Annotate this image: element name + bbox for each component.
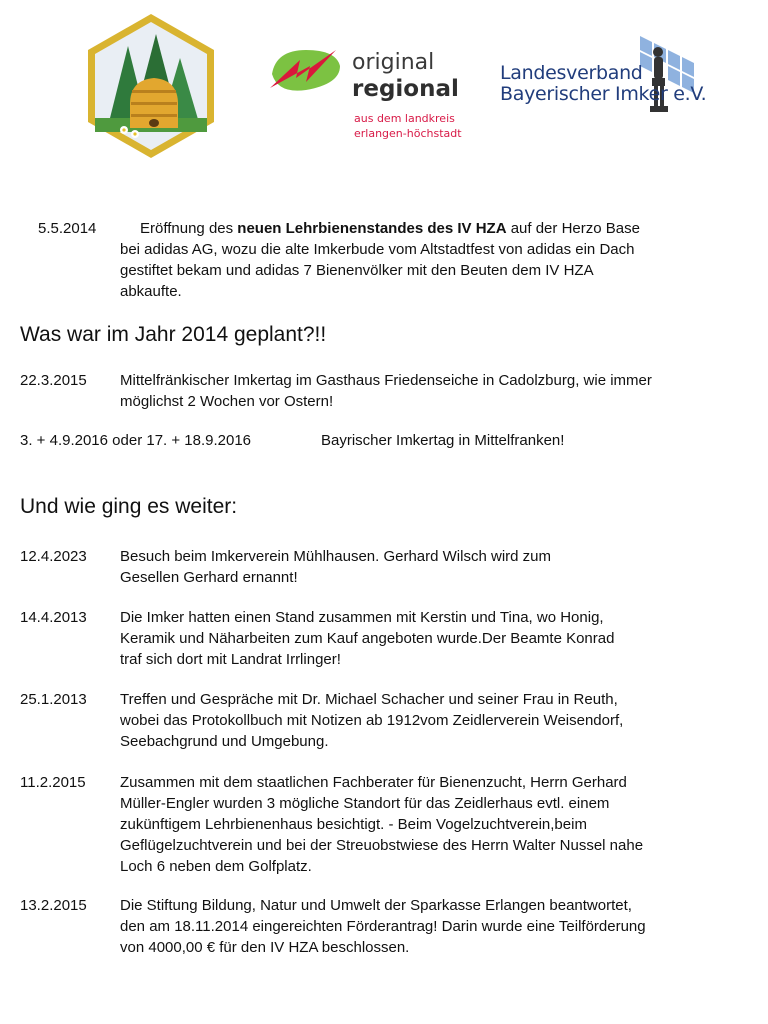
entry-date: 5.5.2014 [38,220,97,237]
entry-date: 14.4.2013 [20,609,87,626]
entry-text-line: von 4000,00 € für den IV HZA beschlossen. [120,939,410,956]
entry-text-line: Treffen und Gespräche mit Dr. Michael Schacher und seiner Frau in Reuth, [120,691,618,708]
entry-text-line: Seebachgrund und Umgebung. [120,733,329,750]
entry-text-line: Besuch beim Imkerverein Mühlhausen. Gerhard Wilsch wird zum [120,548,551,565]
entry-text-line: Die Stiftung Bildung, Natur und Umwelt der Sparkasse Erlangen beantwortet, [120,897,632,914]
entry-text-line: wobei das Protokollbuch mit Notizen ab 1912vom Zeidlerverein Weisendorf, [120,712,624,729]
entry-text-line: Geflügelzuchtverein und bei der Streuobstwiese des Herrn Walter Nussel nahe [120,837,644,854]
logo-subtitle-line1: aus dem landkreis [354,112,455,125]
logo-bayerischer-imker-text: Bayerischer Imker e.V. [500,83,707,105]
entry-text-line: bei adidas AG, wozu die alte Imkerbude vom Altstadtfest von adidas ein Dach [120,241,635,258]
entry-date: 11.2.2015 [20,774,86,791]
entry-text-line [140,218,640,239]
entry-text-line: Zusammen mit dem staatlichen Fachberater für Bienenzucht, Herrn Gerhard [120,774,627,791]
entry-text-line: abkaufte. [120,283,182,300]
intro-text-plain-end: auf der Herzo Base [506,220,640,237]
entry-text-line: Mittelfränkischer Imkertag im Gasthaus Friedenseiche in Cadolzburg, wie immer [120,372,652,389]
section-heading-continued: Und wie ging es weiter: [20,495,238,518]
entry-text-line: Die Imker hatten einen Stand zusammen mit Kerstin und Tina, wo Honig, [120,609,604,626]
landesverband-logo [500,30,710,120]
logo-regional-text: regional [352,76,459,102]
intro-text-bold: neuen Lehrbienenstandes des IV HZA [237,220,507,237]
entry-text-line: traf sich dort mit Landrat Irrlinger! [120,651,341,668]
entry-date: 12.4.2023 [20,548,87,565]
entry-text-line: Keramik und Näharbeiten zum Kauf angeboten wurde.Der Beamte Konrad [120,630,615,647]
entry-text-line: möglichst 2 Wochen vor Ostern! [120,393,334,410]
entry-text-line: Gesellen Gerhard ernannt! [120,569,298,586]
entry-text-line: Müller-Engler wurden 3 mögliche Standort für das Zeidlerhaus evtl. einem [120,795,610,812]
original-regional-logo [266,44,466,154]
section-heading-planned: Was war im Jahr 2014 geplant?!! [20,323,327,346]
logo-subtitle-line2: erlangen-höchstadt [354,127,462,140]
entry-text-line: zukünftigem Lehrbienenhaus besichtigt. - Beim Vogelzuchtverein,beim [120,816,587,833]
entry-date: 13.2.2015 [20,897,87,914]
entry-date: 22.3.2015 [20,372,87,389]
beehive-logo [76,6,226,166]
entry-text-line: den am 18.11.2014 eingereichten Förderantrag! Darin wurde eine Teilförderung [120,918,646,935]
logo-landesverband-text: Landesverband [500,62,643,84]
entry-date: 3. + 4.9.2016 oder 17. + 18.9.2016 [20,432,252,449]
entry-date: 25.1.2013 [20,691,87,708]
logo-original-text: original [352,50,435,75]
entry-text-line: Loch 6 neben dem Golfplatz. [120,858,312,875]
entry-text-line: Bayrischer Imkertag in Mittelfranken! [321,432,565,449]
intro-text-plain: Eröffnung des [140,220,238,237]
entry-text-line: gestiftet bekam und adidas 7 Bienenvölker mit den Beuten dem IV HZA [120,262,594,279]
